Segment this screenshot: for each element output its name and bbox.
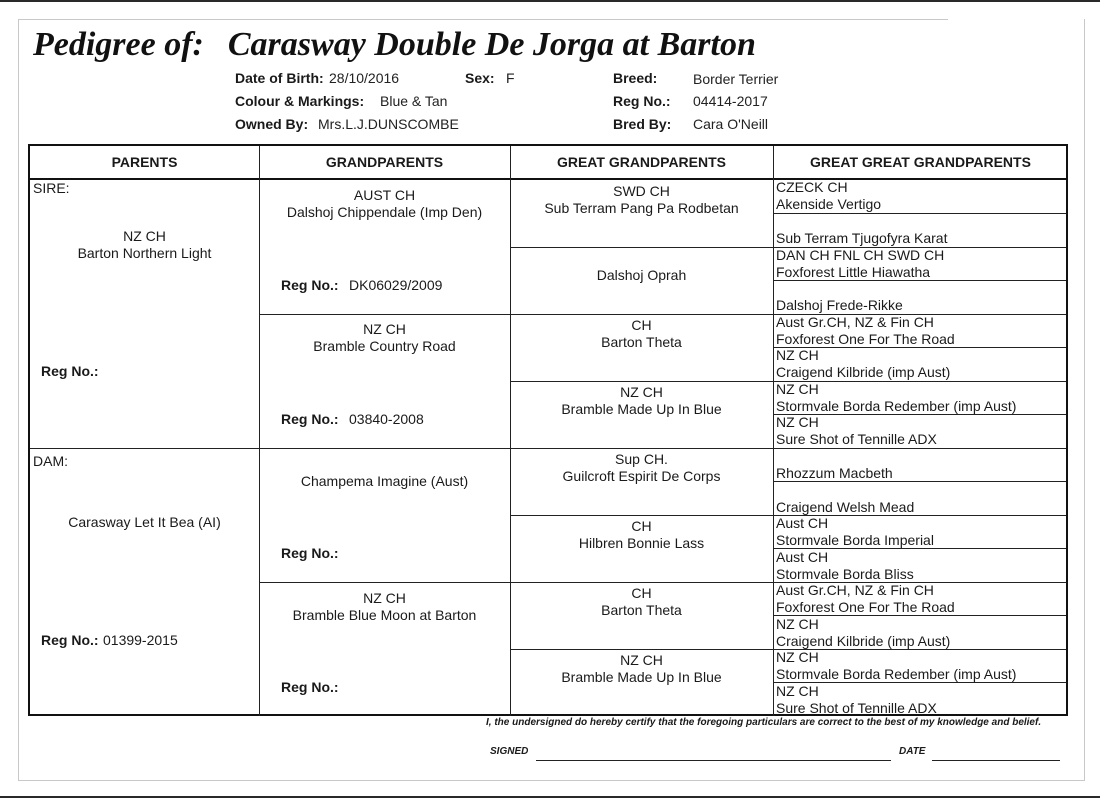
gggp-1-title: CZECK CH (776, 179, 848, 195)
gggp-5-name: Foxforest One For The Road (776, 331, 955, 347)
ggp-6-name: Hilbren Bonnie Lass (578, 535, 705, 551)
grandparent-4-name: Bramble Blue Moon at Barton (292, 607, 477, 623)
colour-value: Blue & Tan (380, 93, 448, 109)
gggp-16-title: NZ CH (776, 683, 819, 699)
grandparent-1-name: Dalshoj Chippendale (Imp Den) (286, 204, 483, 220)
grandparent-divider-2 (259, 582, 1066, 583)
gggp-7-name: Stormvale Borda Redember (imp Aust) (776, 398, 1017, 414)
ggp-5-name: Guilcroft Espirit De Corps (562, 468, 721, 484)
dam-reg-value: 01399-2015 (103, 632, 178, 648)
gggp-13-title: Aust Gr.CH, NZ & Fin CH (776, 582, 934, 598)
gggp-12-name: Stormvale Borda Bliss (776, 566, 914, 582)
ggp-7-name: Barton Theta (601, 602, 682, 618)
grandparent-4-title: NZ CH (363, 590, 406, 606)
grandparent-1-title: AUST CH (353, 187, 416, 203)
colour-label: Colour & Markings: (235, 93, 365, 109)
bred-value: Cara O'Neill (693, 116, 769, 132)
gggp-8-title: NZ CH (776, 414, 819, 430)
dam-role-label: DAM: (33, 453, 68, 469)
title-prefix: Pedigree of: (33, 26, 204, 63)
ggp-6-title: CH (631, 518, 652, 534)
gggp-3-title: DAN CH FNL CH SWD CH (776, 247, 945, 263)
gggp-16-name: Sure Shot of Tennille ADX (776, 700, 937, 716)
col-divider-2 (510, 146, 511, 716)
page-title (33, 25, 756, 65)
gggp-2-name: Sub Terram Tjugofyra Karat (776, 230, 948, 246)
grandparent-1-reg-value: DK06029/2009 (349, 277, 443, 293)
gggp-15-title: NZ CH (776, 649, 819, 665)
col-divider-1 (259, 146, 260, 716)
certification-statement: I, the undersigned do hereby certify that the foregoing particulars are correct to the best of my knowledge and belief. (486, 717, 1042, 728)
ggp-3-name: Barton Theta (601, 334, 682, 350)
bottom-border (0, 796, 1100, 798)
ggp-2-name: Dalshoj Oprah (596, 267, 687, 283)
grandparent-2-name: Bramble Country Road (313, 338, 456, 354)
pedigree-table (28, 144, 1068, 716)
sire-role-label: SIRE: (33, 180, 70, 196)
gggp-11-name: Stormvale Borda Imperial (776, 532, 934, 548)
dog-name: Carasway Double De Jorga at Barton (227, 26, 756, 63)
grandparent-1-reg-label: Reg No.: (281, 277, 339, 293)
ggp-5-title: Sup CH. (615, 451, 668, 467)
sire-reg-label: Reg No.: (41, 363, 99, 379)
grandparent-4-reg-label: Reg No.: (281, 679, 339, 695)
gggp-6-name: Craigend Kilbride (imp Aust) (776, 364, 951, 380)
gggp-14-title: NZ CH (776, 616, 819, 632)
regno-value: 04414-2017 (693, 93, 768, 109)
header-divider (30, 178, 1066, 180)
ggp-4-name: Bramble Made Up In Blue (561, 401, 722, 417)
ggp-4-title: NZ CH (620, 384, 663, 400)
gggp-9-name: Rhozzum Macbeth (776, 465, 893, 481)
breed-label: Breed: (613, 70, 658, 86)
dam-reg-label: Reg No.: (41, 632, 99, 648)
sire-title: NZ CH (123, 228, 166, 244)
date-label: DATE (899, 746, 926, 757)
owned-label: Owned By: (235, 116, 309, 132)
top-border (0, 0, 1100, 2)
gggp-divider-1 (773, 213, 1066, 214)
gggp-7-title: NZ CH (776, 381, 819, 397)
gggp-13-name: Foxforest One For The Road (776, 599, 955, 615)
gggp-15-name: Stormvale Borda Redember (imp Aust) (776, 666, 1017, 682)
sex-value: F (506, 70, 515, 86)
grandparent-3-name: Champema Imagine (Aust) (300, 473, 469, 489)
gggp-6-title: NZ CH (776, 347, 819, 363)
sex-label: Sex: (465, 70, 495, 86)
sheet-top-edge (18, 19, 948, 20)
ggp-7-title: CH (631, 585, 652, 601)
gggp-12-title: Aust CH (776, 549, 829, 565)
bred-label: Bred By: (613, 116, 672, 132)
sire-dam-divider (30, 448, 1066, 449)
grandparent-2-reg-label: Reg No.: (281, 411, 339, 427)
gggp-14-name: Craigend Kilbride (imp Aust) (776, 633, 951, 649)
ggp-8-title: NZ CH (620, 652, 663, 668)
gggp-10-name: Craigend Welsh Mead (776, 499, 915, 515)
gggp-1-name: Akenside Vertigo (776, 196, 882, 212)
owned-value: Mrs.L.J.DUNSCOMBE (318, 116, 459, 132)
col-header-parents: PARENTS (111, 154, 178, 170)
gggp-11-title: Aust CH (776, 515, 829, 531)
dob-value: 28/10/2016 (329, 70, 400, 86)
gggp-8-name: Sure Shot of Tennille ADX (776, 431, 937, 447)
date-line (932, 760, 1060, 761)
col-header-grandparents: GRANDPARENTS (325, 154, 444, 170)
col-header-great-great-grandparents: GREAT GREAT GRANDPARENTS (810, 154, 1031, 170)
signed-label: SIGNED (490, 746, 529, 757)
gggp-5-title: Aust Gr.CH, NZ & Fin CH (776, 314, 934, 330)
sire-name: Barton Northern Light (77, 245, 212, 261)
ggp-1-name: Sub Terram Pang Pa Rodbetan (544, 200, 739, 216)
dam-name: Carasway Let It Bea (AI) (68, 514, 221, 530)
grandparent-2-reg-value: 03840-2008 (349, 411, 424, 427)
ggp-1-title: SWD CH (613, 183, 670, 199)
grandparent-2-title: NZ CH (363, 321, 406, 337)
gggp-4-name: Dalshoj Frede-Rikke (776, 297, 903, 313)
regno-label: Reg No.: (613, 93, 671, 109)
ggp-8-name: Bramble Made Up In Blue (561, 669, 722, 685)
signature-line (536, 760, 891, 761)
breed-value: Border Terrier (693, 71, 779, 87)
gggp-3-name: Foxforest Little Hiawatha (776, 264, 931, 280)
grandparent-3-reg-label: Reg No.: (281, 545, 339, 561)
grandparent-divider-1 (259, 314, 1066, 315)
dob-label: Date of Birth: (235, 70, 324, 86)
col-divider-3 (773, 146, 774, 716)
ggp-3-title: CH (631, 317, 652, 333)
col-header-great-grandparents: GREAT GRANDPARENTS (556, 154, 727, 170)
